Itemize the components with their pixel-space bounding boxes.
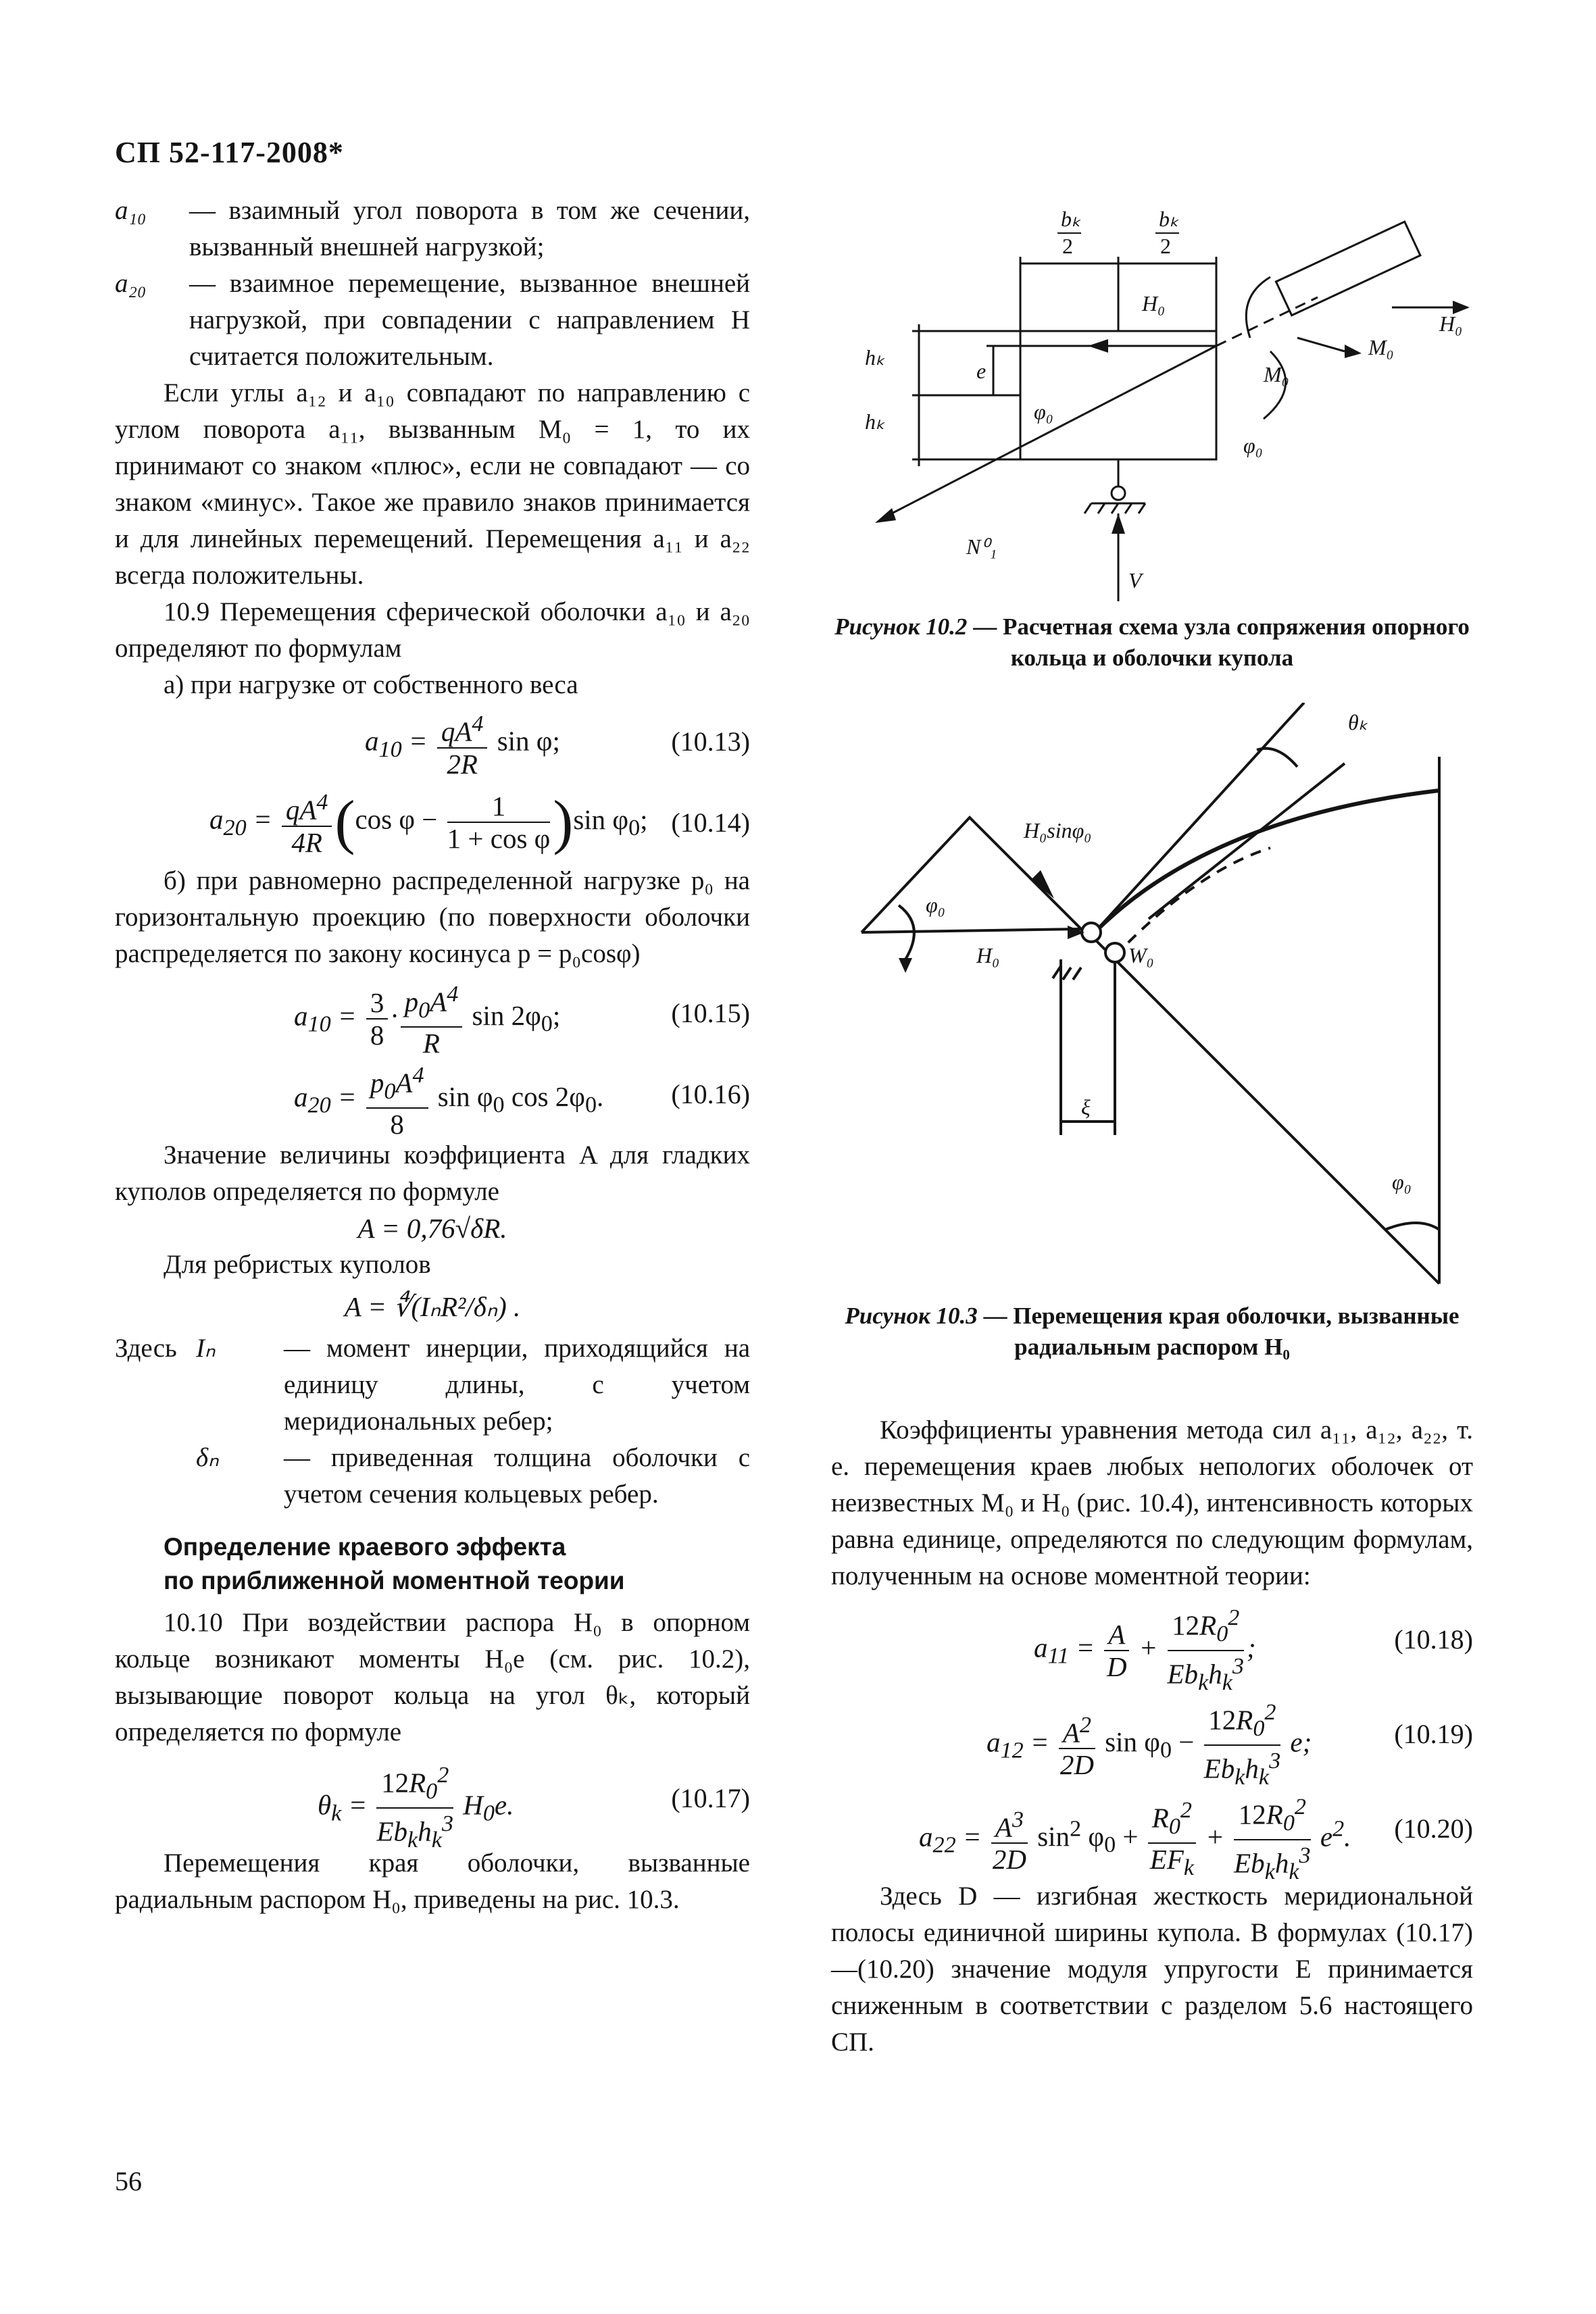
equation-number: (10.18) <box>1394 1624 1473 1655</box>
definition-symbol: a₂₀ <box>115 269 147 298</box>
M0-rotation-arc <box>1246 277 1270 338</box>
label-H0-shell: H₀ <box>1439 311 1463 336</box>
label-phi0-right: φ₀ <box>1243 433 1263 457</box>
formula-10-19: $a_{12}$ = $\frac{A^2}{2D}$ $\sin \varphi_0$ − $\frac{12R_0^2}{Eb_kh_k^3}$ e; (10.19) <box>831 1689 1473 1784</box>
formula-10-14: $a_{20}$ = $\frac{qA^4}{4R}$ (cos φ − $\frac{1}{\text{1 + cos φ}}$ )sin $\varphi_0$; (10.14) <box>115 783 750 863</box>
phi0-arc-bottom <box>1385 1223 1439 1230</box>
label-xi: ξ <box>1081 1095 1091 1120</box>
item-b: б) при равномерно распределенной нагрузке p₀ на горизонтальную проекцию (по поверхности оболочки распределяется по закону косинуса p = p₀cosφ) <box>115 866 750 968</box>
paragraph-sign-rule: Если углы a₁₂ и a₁₀ совпадают по направлению с углом поворота a₁₁, вызванным M₀ = 1, то их принимают со знаком «плюс», если не совпадают — со знаком «минус». Такое же правило знаков принимается и для линейных перемещений. Перемещения a₁₁ и a₂₂ всегда положительны. <box>115 378 750 590</box>
svg-text:2: 2 <box>1160 234 1171 258</box>
equation-number: (10.19) <box>1394 1719 1473 1749</box>
paragraph-10-9: 10.9 Перемещения сферической оболочки a₁₀ и a₂₀ определяют по формулам <box>115 597 750 663</box>
paragraph-A-smooth: Значение величины коэффициента A для гладких куполов определяется по формуле <box>115 1140 750 1206</box>
equation-number: (10.14) <box>671 807 750 838</box>
definition-text: — взаимное перемещение, вызванное внешней нагрузкой, при совпадении с направлением H считается положительным. <box>189 269 750 371</box>
paragraph-A-ribbed: Для ребристых куполов <box>164 1250 431 1279</box>
page-number: 56 <box>115 2166 142 2196</box>
label-theta-k: θₖ <box>1348 710 1368 734</box>
figure-10-2-caption: Рисунок 10.2 — Расчетная схема узла сопряжения опорного кольца и оболочки купола <box>834 613 1470 671</box>
deformed-shell <box>1115 848 1270 956</box>
label-H0sinphi0: H₀sinφ₀ <box>1024 818 1092 842</box>
shell-element <box>1276 222 1420 316</box>
definition-symbol: Iₙ <box>196 1334 216 1363</box>
label-bk-left: bₖ <box>1061 207 1081 231</box>
formula-10-17: $\theta_k$ = $\frac{12R_0^2}{Eb_kh_k^3}$ $H_0e$. (10.17) <box>115 1751 750 1845</box>
formula-10-16: $a_{20}$ = $\frac{p_0A^4}{8}$ $\sin \varphi_0$ $\cos 2\varphi_0$. (10.16) <box>115 1055 750 1137</box>
equation-number: (10.15) <box>671 998 750 1028</box>
page-header: СП 52-117-2008* <box>115 136 344 169</box>
definition-a10 <box>115 193 750 266</box>
equation-number: (10.16) <box>671 1079 750 1109</box>
label-hk-top: hₖ <box>865 345 885 370</box>
equation-number: (10.13) <box>671 726 750 757</box>
formula-A-smooth: A = 0,76√δR. <box>357 1213 507 1244</box>
paragraph-fig103-ref: Перемещения края оболочки, вызванные радиальным распором H₀, приведены на рис. 10.3. <box>115 1848 750 1914</box>
shell-curve <box>1095 790 1439 932</box>
node-original <box>1082 923 1101 942</box>
tangent-line-1 <box>1095 703 1304 932</box>
M0-arrow <box>1297 338 1345 351</box>
right-column <box>831 1412 1473 2061</box>
label-M0-inner: M₀ <box>1264 362 1289 386</box>
definition-text: — взаимный угол поворота в том же сечении, вызванный внешней нагрузкой; <box>189 196 750 261</box>
paragraph-10-10: 10.10 При воздействии распора H₀ в опорном кольце возникают моменты H₀e (см. рис. 10.2), вызывающие поворот кольца на угол θₖ, который определяется по формуле <box>115 1608 750 1746</box>
paragraph-coefficients: Коэффициенты уравнения метода сил a₁₁, a₁₂, a₂₂, т. е. перемещения краев любых непологих оболочек от неизвестных M₀ и H₀ (рис. 10.4), интенсивность которых равна единице, определяются по следующим формулам, полученным на основе моментной теории: <box>831 1415 1473 1590</box>
label-phi0-bottom: φ₀ <box>1392 1169 1412 1194</box>
label-M0-outer: M₀ <box>1368 335 1394 359</box>
label-phi0-left: φ₀ <box>1034 399 1053 424</box>
formula-10-13: $a_{10}$ = $\frac{qA^4}{2R}$ sin φ; (10.13) <box>115 703 750 783</box>
support-hinge <box>1112 486 1125 500</box>
label-V: V <box>1128 568 1142 593</box>
theta-arc <box>1257 749 1297 767</box>
formula-10-20: $a_{22}$ = $\frac{A^3}{2D}$ $\sin^2 \varphi_0$ + $\frac{R_0^2}{EF_k}$ + $\frac{12R_0^2}{Eb_kh_k^3}$ $e^2$. (10.20) <box>831 1784 1473 1878</box>
label-e: e <box>976 359 987 383</box>
formula-A-ribbed: A = ∜(IₙR²/δₙ) . <box>344 1291 521 1322</box>
label-H0: H₀ <box>976 943 1000 967</box>
item-a: а) при нагрузке от собственного веса <box>164 670 578 699</box>
definition-symbol: δₙ <box>196 1443 219 1472</box>
section-heading: Определение краевого эффекта по приближенной моментной теории <box>164 1533 625 1594</box>
definition-symbol: a₁₀ <box>115 196 147 225</box>
shell-axis-line <box>885 346 1216 517</box>
left-column <box>115 193 750 1918</box>
figure-10-3 <box>831 703 1473 1290</box>
label-H0-ring: H₀ <box>1142 291 1166 316</box>
definition-In <box>115 1330 750 1440</box>
label-hk-bottom: hₖ <box>865 409 885 434</box>
definition-text: — приведенная толщина оболочки с учетом сечения кольцевых ребер. <box>284 1443 750 1509</box>
meridian-line <box>1088 932 1439 1284</box>
definition-text: — момент инерции, приходящийся на единицу длины, с учетом меридиональных ребер; <box>284 1334 750 1436</box>
figure-10-3-caption: Рисунок 10.3 — Перемещения края оболочки, вызванные радиальным распором H₀ <box>845 1303 1460 1360</box>
support-hatch <box>1053 966 1081 980</box>
formula-10-18: $a_{11}$ = $\frac{A}{D}$ + $\frac{12R_0^2}{Eb_kh_k^3}$ ; (10.18) <box>831 1594 1473 1689</box>
ring-section-outline <box>1020 331 1216 459</box>
paragraph-D: Здесь D — изгибная жесткость меридиональной полосы единичной ширины купола. В формулах (10.17)—(10.20) значение модуля упругости E принимается сниженным в соответствии с разделом 5.6 настоящего СП. <box>831 1882 1473 2057</box>
label-N: N⁰₁ <box>966 534 997 559</box>
definition-a20 <box>115 266 750 375</box>
formula-10-15: $a_{10}$ = $\frac{3}{8}$ · $\frac{p_0A^4}{R}$ $\sin 2\varphi_0$; (10.15) <box>115 972 750 1055</box>
equation-number: (10.17) <box>671 1783 750 1813</box>
svg-text:2: 2 <box>1062 234 1073 258</box>
label-phi0-left: φ₀ <box>926 892 945 917</box>
definition-delta-n <box>115 1440 750 1513</box>
figure-10-2 <box>831 196 1473 601</box>
label-bk-right: bₖ <box>1159 207 1179 231</box>
node-displaced <box>1105 943 1124 962</box>
label-W0: W₀ <box>1128 943 1154 967</box>
equation-number: (10.20) <box>1394 1813 1473 1844</box>
definition-lead: Здесь <box>115 1334 177 1363</box>
